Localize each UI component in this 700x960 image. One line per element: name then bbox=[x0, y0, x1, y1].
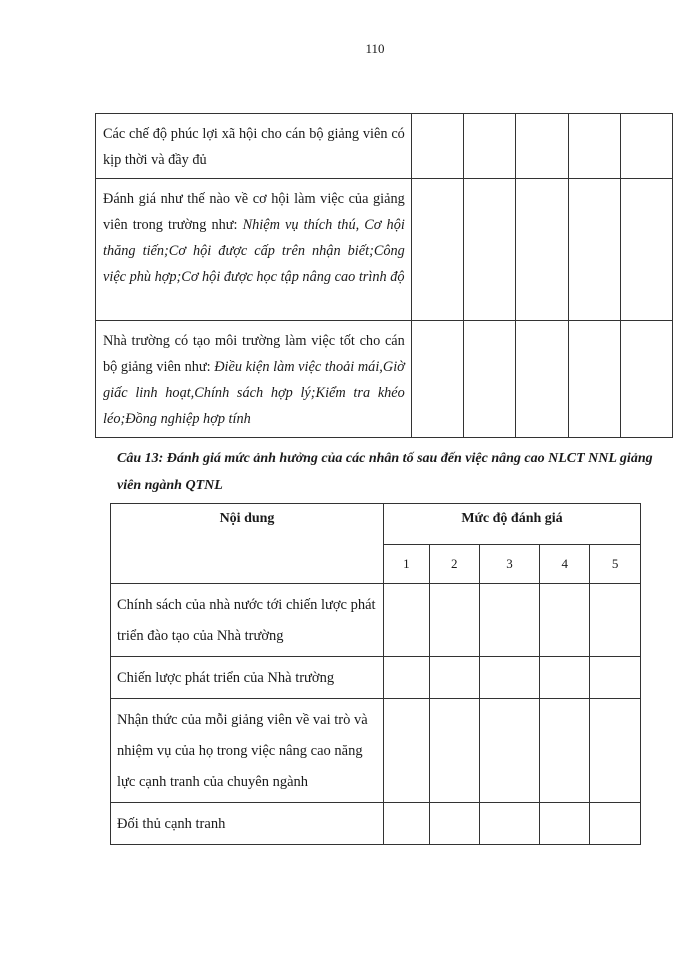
table-row bbox=[96, 179, 673, 321]
rating-cell[interactable] bbox=[411, 179, 463, 321]
row-criterion bbox=[96, 321, 412, 438]
header-content: Nội dung bbox=[111, 504, 384, 584]
factor-text: Đối thủ cạnh tranh bbox=[111, 803, 384, 845]
rating-cell[interactable] bbox=[590, 584, 641, 657]
rating-cell[interactable] bbox=[384, 699, 430, 803]
rating-cell[interactable] bbox=[590, 657, 641, 699]
survey-table-top bbox=[95, 113, 673, 438]
question-heading: Câu 13: Đánh giá mức ảnh hưởng của các nhân tố sau đến việc nâng cao NLCT NNL giảng viên ngành QTNL bbox=[117, 451, 653, 493]
rating-cell[interactable] bbox=[411, 321, 463, 438]
rating-cell[interactable] bbox=[540, 584, 590, 657]
level-number: 3 bbox=[479, 545, 540, 584]
rating-cell[interactable] bbox=[384, 657, 430, 699]
rating-cell[interactable] bbox=[429, 803, 479, 845]
table-row bbox=[111, 584, 641, 657]
rating-cell[interactable] bbox=[568, 114, 620, 179]
rating-cell[interactable] bbox=[479, 699, 540, 803]
level-number: 2 bbox=[429, 545, 479, 584]
criterion-text: Đánh giá như thế nào về cơ hội làm việc của giảng viên trong trường như: bbox=[103, 191, 405, 233]
header-level: Mức độ đánh giá bbox=[384, 504, 641, 545]
rating-cell[interactable] bbox=[540, 803, 590, 845]
rating-cell[interactable] bbox=[620, 321, 672, 438]
rating-cell[interactable] bbox=[590, 699, 641, 803]
table-row bbox=[111, 699, 641, 803]
factor-text: Chính sách của nhà nước tới chiến lược phát triển đào tạo của Nhà trường bbox=[111, 584, 384, 657]
rating-cell[interactable] bbox=[568, 179, 620, 321]
table-row bbox=[111, 657, 641, 699]
rating-cell[interactable] bbox=[590, 803, 641, 845]
row-criterion bbox=[96, 179, 412, 321]
rating-cell[interactable] bbox=[429, 699, 479, 803]
level-number: 4 bbox=[540, 545, 590, 584]
criterion-text: Các chế độ phúc lợi xã hội cho cán bộ giảng viên có kịp thời và đầy đủ bbox=[103, 126, 405, 168]
level-number: 5 bbox=[590, 545, 641, 584]
rating-cell[interactable] bbox=[464, 114, 516, 179]
rating-cell[interactable] bbox=[464, 179, 516, 321]
rating-cell[interactable] bbox=[411, 114, 463, 179]
rating-cell[interactable] bbox=[540, 657, 590, 699]
factor-text: Nhận thức của mỗi giảng viên về vai trò và nhiệm vụ của họ trong việc nâng cao năng lực cạnh tranh của chuyên ngành bbox=[111, 699, 384, 803]
table-row bbox=[96, 321, 673, 438]
rating-cell[interactable] bbox=[479, 657, 540, 699]
criterion-examples: Nhiệm vụ thích thú, Cơ hội thăng tiến;Cơ hội được cấp trên nhận biết;Công việc phù hợp;Cơ hội được học tập nâng cao trình độ bbox=[103, 217, 405, 285]
rating-cell[interactable] bbox=[516, 321, 568, 438]
rating-cell[interactable] bbox=[516, 114, 568, 179]
rating-cell[interactable] bbox=[479, 803, 540, 845]
page-number: 110 bbox=[365, 41, 385, 56]
rating-cell[interactable] bbox=[540, 699, 590, 803]
rating-cell[interactable] bbox=[429, 584, 479, 657]
rating-cell[interactable] bbox=[620, 179, 672, 321]
row-criterion bbox=[96, 114, 412, 179]
rating-cell[interactable] bbox=[516, 179, 568, 321]
factor-text: Chiến lược phát triển của Nhà trường bbox=[111, 657, 384, 699]
table-row bbox=[111, 803, 641, 845]
criterion-examples: Điều kiện làm việc thoải mái,Giờ giấc linh hoạt,Chính sách hợp lý;Kiểm tra khéo léo;Đồng nghiệp hợp tính bbox=[103, 359, 405, 427]
rating-cell[interactable] bbox=[620, 114, 672, 179]
table-row bbox=[96, 114, 673, 179]
rating-cell[interactable] bbox=[384, 584, 430, 657]
table-header-row bbox=[111, 504, 641, 545]
level-number: 1 bbox=[384, 545, 430, 584]
rating-cell[interactable] bbox=[568, 321, 620, 438]
criterion-text: Nhà trường có tạo môi trường làm việc tốt cho cán bộ giảng viên như: bbox=[103, 333, 405, 375]
survey-table-bottom bbox=[110, 503, 641, 845]
rating-cell[interactable] bbox=[429, 657, 479, 699]
rating-cell[interactable] bbox=[384, 803, 430, 845]
rating-cell[interactable] bbox=[479, 584, 540, 657]
rating-cell[interactable] bbox=[464, 321, 516, 438]
